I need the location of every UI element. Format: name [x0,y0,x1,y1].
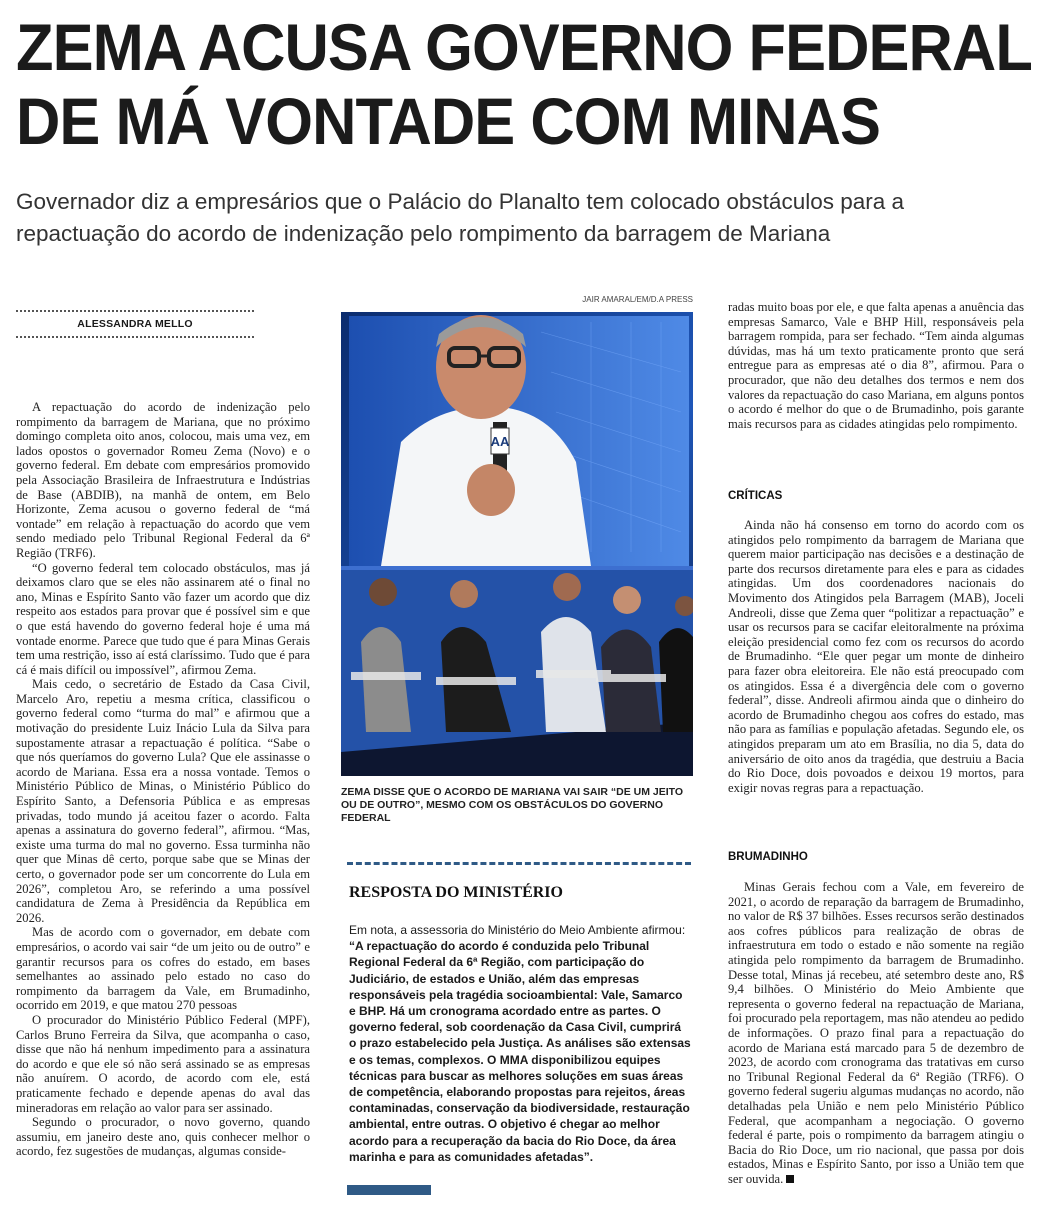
photo-credit: JAIR AMARAL/EM/D.A PRESS [582,295,693,304]
headline-line-1: ZEMA ACUSA GOVERNO FEDERAL [16,10,1032,84]
subheadline: Governador diz a empresários que o Palácio do Planalto tem colocado obstáculos para a repactuação do acordo de indenização pelo rompimento da barragem de Mariana [16,189,905,246]
paragraph: Mas de acordo com o governador, em debate com empresários, o acordo vai sair “de um jeito ou de outro” e garantir recursos para os cofres do estado, em bases semelhantes ao assinado pelo estado no caso do rompimento da barragem da Vale, em Brumadinho, ocorrido em 2019, e que matou 270 pessoas [16,925,310,1013]
paragraph: A repactuação do acordo de indenização pelo rompimento da barragem de Mariana, que no próximo domingo completa oito anos, colocou, mais uma vez, em lados opostos o governador Romeu Zema (Novo) e o governo federal. Em debate com empresários promovido pela Associação Brasileira de Infraestrutura e Indústrias de Base (ABDIB), na manhã de ontem, em Belo Horizonte, Zema acusou o governo federal de “má vontade” em relação à repactuação do acordo que vem sendo mediado pelo Tribunal Regional Federal da 6ª Região (TRF6). [16,400,310,560]
article-column-3-top [728,300,1024,462]
end-mark [786,1175,794,1183]
box-top-rule [347,862,691,865]
headline-line-2: DE MÁ VONTADE COM MINAS [16,84,881,158]
byline: ALESSANDRA MELLO [77,318,193,330]
byline-bottom-rule [16,336,254,338]
paragraph: Mais cedo, o secretário de Estado da Casa Civil, Marcelo Aro, repetiu a mesma crítica, classificou o governo federal como “turma do mal” e afirmou que a motivação do presidente Luiz Inácio Lula da Silva para supostamente atrasar a repactuação é política. “Sabe o que nós queríamos do governo Lula? Que ele assinasse o acordo de Mariana. Essa era a nossa vontade. Temos o Ministério Público de Minas, o Ministério Público do Espírito Santo, a Defensoria Pública e as empresas privadas, todo mundo já aceitou fazer o acordo. Falta apenas a assinatura do governo federal”, afirmou. “Mas, existe uma turma do mal no governo. Essa turminha não quer que Minas dê certo, porque sabe que se Minas der certo, o governador pode ser um concorrente do Lula em 2026”, completou Aro, se referindo a uma possível candidatura de Zema à Presidência da República em 2026. [16,677,310,925]
paragraph: O procurador do Ministério Público Federal (MPF), Carlos Bruno Ferreira da Silva, que acompanha o caso, disse que não há nenhum impedimento para a assinatura do acordo e que ele só não será assinado se as empresas não anuírem. O acordo, de acordo com ele, está praticamente fechado e depende apenas do aval das mineradoras em relação ao valor para ser assinado. [16,1012,310,1115]
box-title: RESPOSTA DO MINISTÉRIO [349,884,563,901]
box-body [349,922,691,1174]
article-column-3-middle [728,518,1024,840]
mic-logo: AA [490,434,510,449]
section-heading-criticas: CRÍTICAS [728,490,783,502]
box-quote: “A repactuação do acordo é conduzida pelo Tribunal Regional Federal da 6ª Região, com participação do Judiciário, de estados e União, além das empresas responsáveis pela tragédia socioambiental: Vale, Samarco e BHP. Há um cronograma acordado entre as partes. O governo federal, sob coordenação da Casa Civil, cumprirá o prazo estabelecido pela Justiça. As análises são extensas e os temas, complexos. O MMA disponibilizou equipes técnicas para buscar as melhores soluções em suas áreas de competência, elaborando propostas para rejeitos, áreas contaminadas, conservação da biodiversidade, restauração ambiental, entre outras. O objetivo é chegar ao melhor acordo para a recuperação da bacia do Rio Doce, da área marinha e para as comunidades afetadas”. [349,939,691,1164]
paragraph: radas muito boas por ele, e que falta apenas a anuência das empresas Samarco, Vale e BHP Hill, responsáveis pela barragem rompida, para ser fechado. “Tem ainda algumas dúvidas, mas há um texto praticamente pronto que será entregue para as empresas até o dia 8”, afirmou. Para o procurador, que não deu detalhes dos termos e nem dos valores da repactuação do caso Mariana, em alguns pontos o acordo é melhor do que o de Brumadinho, pois garante mais recursos para as cidades atingidas pelo rompimento. [728,300,1024,431]
event-photo [341,312,693,776]
paragraph: Segundo o procurador, o novo governo, quando assumiu, em janeiro deste ano, quis conhecer melhor o acordo, fez sugestões de mudanças, algumas conside- [16,1115,310,1159]
photo-caption: ZEMA DISSE QUE O ACORDO DE MARIANA VAI SAIR “DE UM JEITO OU DE OUTRO”, MESMO COM OS OBSTÁCULOS DO GOVERNO FEDERAL [341,786,684,824]
headline [16,10,1032,158]
article-column-3-bottom [728,880,1024,1200]
speaker-hand [467,464,515,516]
article-column-1 [16,400,310,1205]
paragraph-text: Minas Gerais fechou com a Vale, em fevereiro de 2021, o acordo de reparação da barragem de Brumadinho, no valor de R$ 37 bilhões. Esses recursos serão destinados aos cofres públicos para realização de obras de infraestrutura em todo o estado e não somente na região atingida pelo rompimento da barragem de Brumadinho. Desse total, Minas já recebeu, até setembro deste ano, R$ 9,4 bilhões. O Ministério do Meio Ambiente que representa o governo federal na repactuação de Mariana, foi procurado pela reportagem, mas não atendeu ao pedido de informações. O prazo final para a repactuação do acordo de Mariana está marcado para 5 de dezembro de 2023, de acordo com cronograma das tratativas em curso no Tribunal Regional Federal da 6ª Região (TRF6). O governo federal sugeriu algumas mudanças no acordo, não detalhadas pela União e nem pelo Ministério Público Federal, que acompanham a negociação. O governo federal é parte, pois o rompimento da barragem atingiu o Bacia do Rio Doce, um rio nacional, que passa por dois estados, Minas e Espírito Santo, por isso a União tem que ser ouvida. [728,880,1024,1186]
byline-box [16,310,254,338]
box-intro: Em nota, a assessoria do Ministério do Meio Ambiente afirmou: [349,923,686,937]
paragraph: Ainda não há consenso em torno do acordo com os atingidos pelo rompimento da barragem de Mariana que querem maior participação nas decisões e a destinação de parte dos recursos diretamente para eles e para as cidades atingidas. Um dos coordenadores nacionais do Movimento dos Atingidos pela Barragem (MAB), Joceli Andreoli, disse que Zema quer “politizar a repactuação” e usar os recursos para se cacifar eleitoralmente na próxima eleição presidencial como fez com os recursos do acordo de Brumadinho. “Ele quer pegar um monte de dinheiro para fazer obra eleitoreira. Ele não está preocupado com os atingidos. Essa é a divergência dele com o governo federal”, disse. Andreoli afirmou ainda que o dinheiro do acordo de Brumadinho chegou aos cofres do estado, mas não para as famílias e população afetadas. Segundo ele, os atingidos preparam um ato em Brasília, no dia 5, data do aniversário de oito anos da tragédia, que destruiu a Bacia do Rio Doce, dois povoados e deixou 19 mortos, para exigir novas regras para a repactuação. [728,518,1024,795]
box-bottom-bar [347,1185,431,1195]
paragraph: “O governo federal tem colocado obstáculos, mas já deixamos claro que se eles não assinarem até o final no ano, Minas e Espírito Santo vão fazer um acordo que diz respeito aos estados para provar que é possível sim e que o que está havendo do governo federal hoje é uma má vontade enorme. Parece que tudo que é para Minas Gerais tem uma restrição, isso aí está claríssimo. Tudo que é para cá é mais difícil ou impossível”, afirmou Zema. [16,560,310,677]
paragraph [728,880,1024,1186]
section-heading-brumadinho: BRUMADINHO [728,851,808,863]
